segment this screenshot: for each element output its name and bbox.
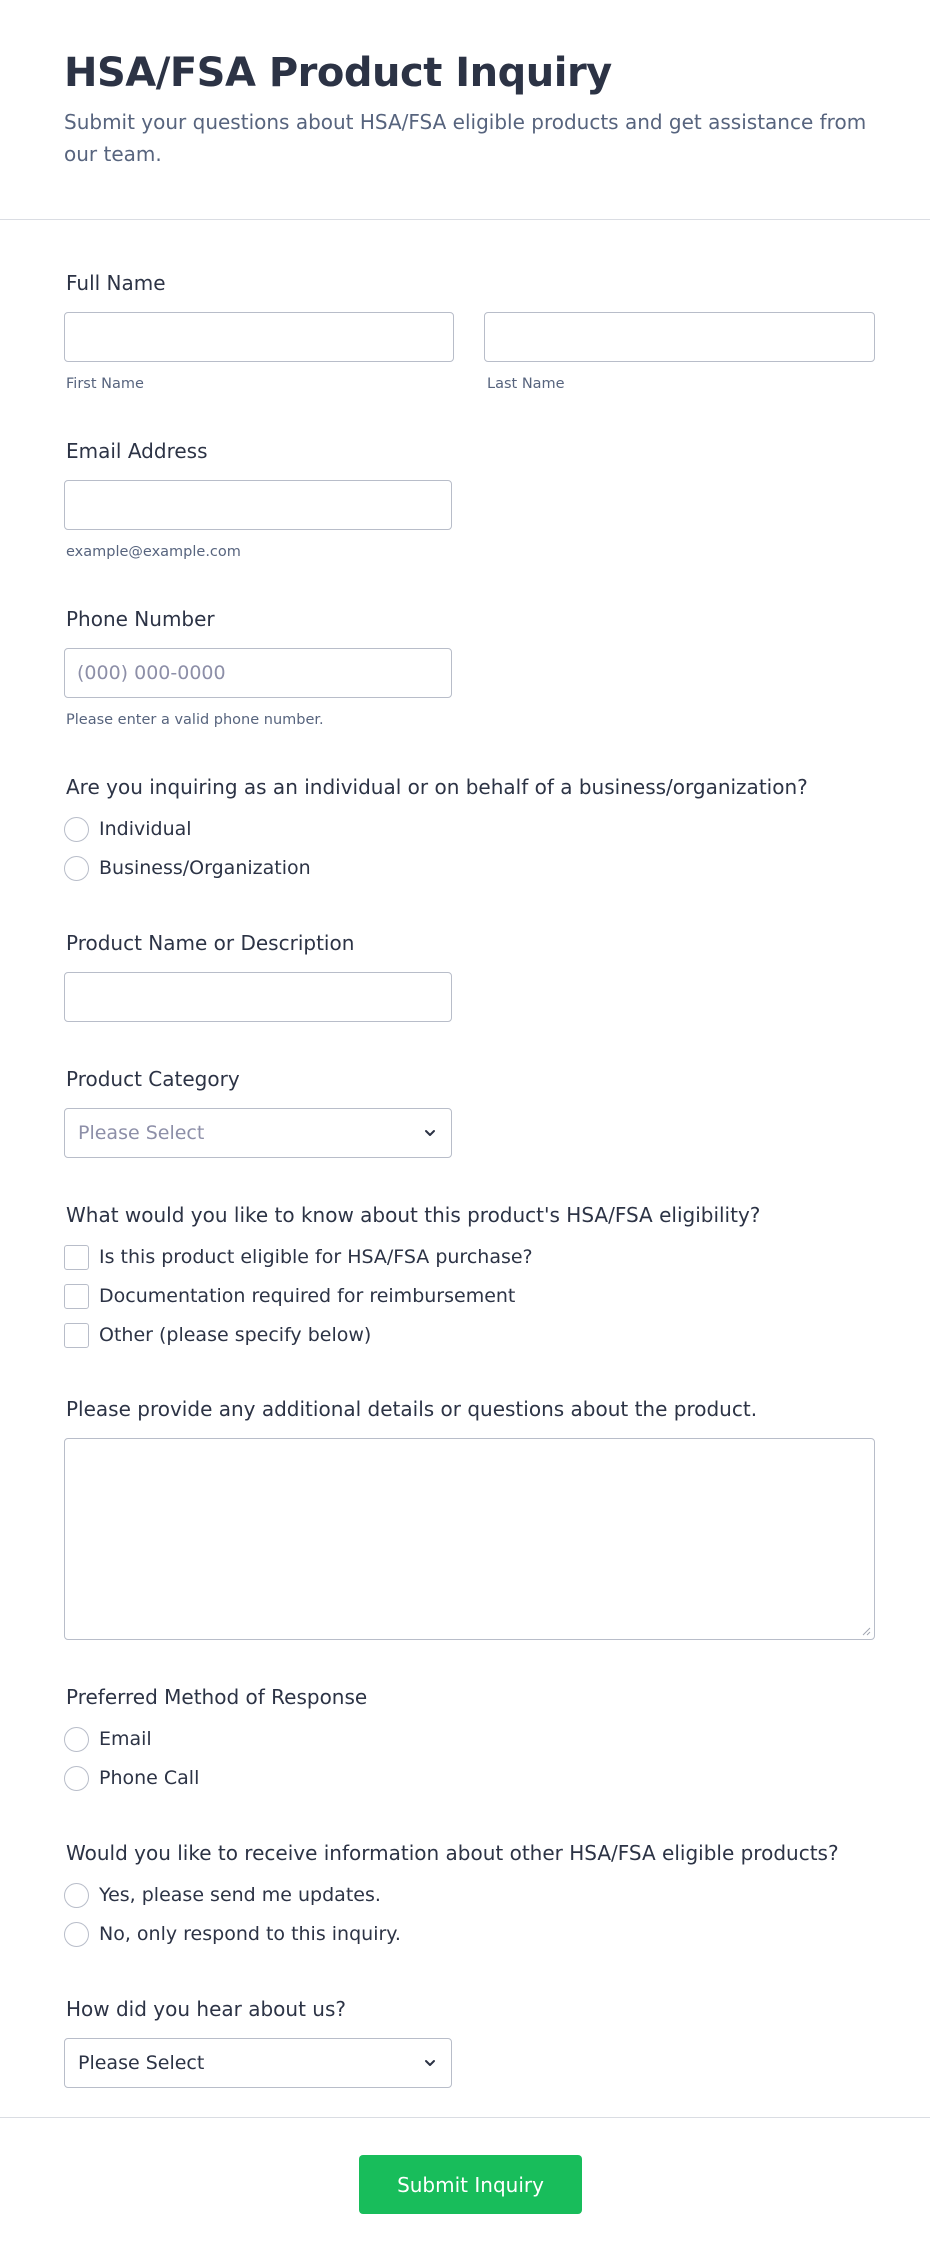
inquirer-type-label: Are you inquiring as an individual or on behalf of a business/organization? — [66, 775, 808, 799]
option-label: Is this product eligible for HSA/FSA purchase? — [99, 1246, 533, 1268]
radio-button[interactable] — [64, 856, 89, 881]
option-label: Other (please specify below) — [99, 1324, 372, 1346]
eligibility-label: What would you like to know about this product's HSA/FSA eligibility? — [66, 1203, 761, 1227]
option-label: Individual — [99, 818, 192, 840]
phone-sublabel: Please enter a valid phone number. — [66, 712, 324, 728]
product-category-label: Product Category — [66, 1067, 240, 1091]
phone-input[interactable] — [64, 648, 452, 698]
first-name-sublabel: First Name — [66, 376, 144, 392]
phone-label: Phone Number — [66, 607, 215, 631]
option-label: Business/Organization — [99, 857, 311, 879]
radio-button[interactable] — [64, 817, 89, 842]
details-label: Please provide any additional details or questions about the product. — [66, 1397, 758, 1421]
radio-business-organization[interactable] — [64, 855, 311, 881]
last-name-sublabel: Last Name — [487, 376, 565, 392]
radio-phone-call[interactable] — [64, 1765, 199, 1791]
radio-yes-updates[interactable] — [64, 1882, 381, 1908]
footer-divider — [0, 2117, 930, 2118]
checkbox-documentation[interactable] — [64, 1283, 515, 1309]
radio-button[interactable] — [64, 1727, 89, 1752]
checkbox[interactable] — [64, 1284, 89, 1309]
radio-button[interactable] — [64, 1883, 89, 1908]
select-value: Please Select — [78, 2052, 205, 2074]
referral-select[interactable] — [64, 2038, 452, 2088]
email-label: Email Address — [66, 439, 208, 463]
option-label: Documentation required for reimbursement — [99, 1285, 516, 1307]
first-name-input[interactable] — [64, 312, 454, 362]
checkbox-other[interactable] — [64, 1322, 371, 1348]
email-sublabel: example@example.com — [66, 544, 241, 560]
checkbox[interactable] — [64, 1245, 89, 1270]
details-textarea[interactable] — [64, 1438, 875, 1640]
select-value: Please Select — [78, 1122, 205, 1144]
last-name-input[interactable] — [484, 312, 875, 362]
option-label: Email — [99, 1728, 152, 1750]
option-label: No, only respond to this inquiry. — [99, 1923, 401, 1945]
radio-button[interactable] — [64, 1766, 89, 1791]
product-category-select[interactable] — [64, 1108, 452, 1158]
form-header — [0, 0, 930, 220]
radio-button[interactable] — [64, 1922, 89, 1947]
radio-no-updates[interactable] — [64, 1921, 401, 1947]
radio-email[interactable] — [64, 1726, 152, 1752]
page-subtitle: Submit your questions about HSA/FSA eligible products and get assistance from our team. — [64, 110, 867, 166]
full-name-label: Full Name — [66, 271, 166, 295]
option-label: Yes, please send me updates. — [99, 1884, 381, 1906]
response-method-label: Preferred Method of Response — [66, 1685, 368, 1709]
updates-label: Would you like to receive information about other HSA/FSA eligible products? — [66, 1841, 839, 1865]
chevron-down-icon — [423, 2056, 437, 2070]
page-title: HSA/FSA Product Inquiry — [64, 50, 612, 96]
radio-individual[interactable] — [64, 816, 192, 842]
option-label: Phone Call — [99, 1767, 200, 1789]
checkbox[interactable] — [64, 1323, 89, 1348]
referral-label: How did you hear about us? — [66, 1997, 346, 2021]
submit-inquiry-button[interactable]: Submit Inquiry — [359, 2155, 582, 2214]
email-input[interactable] — [64, 480, 452, 530]
product-name-label: Product Name or Description — [66, 931, 355, 955]
chevron-down-icon — [423, 1126, 437, 1140]
checkbox-eligible-purchase[interactable] — [64, 1244, 533, 1270]
resize-grip-icon[interactable] — [861, 1626, 871, 1636]
product-name-input[interactable] — [64, 972, 452, 1022]
